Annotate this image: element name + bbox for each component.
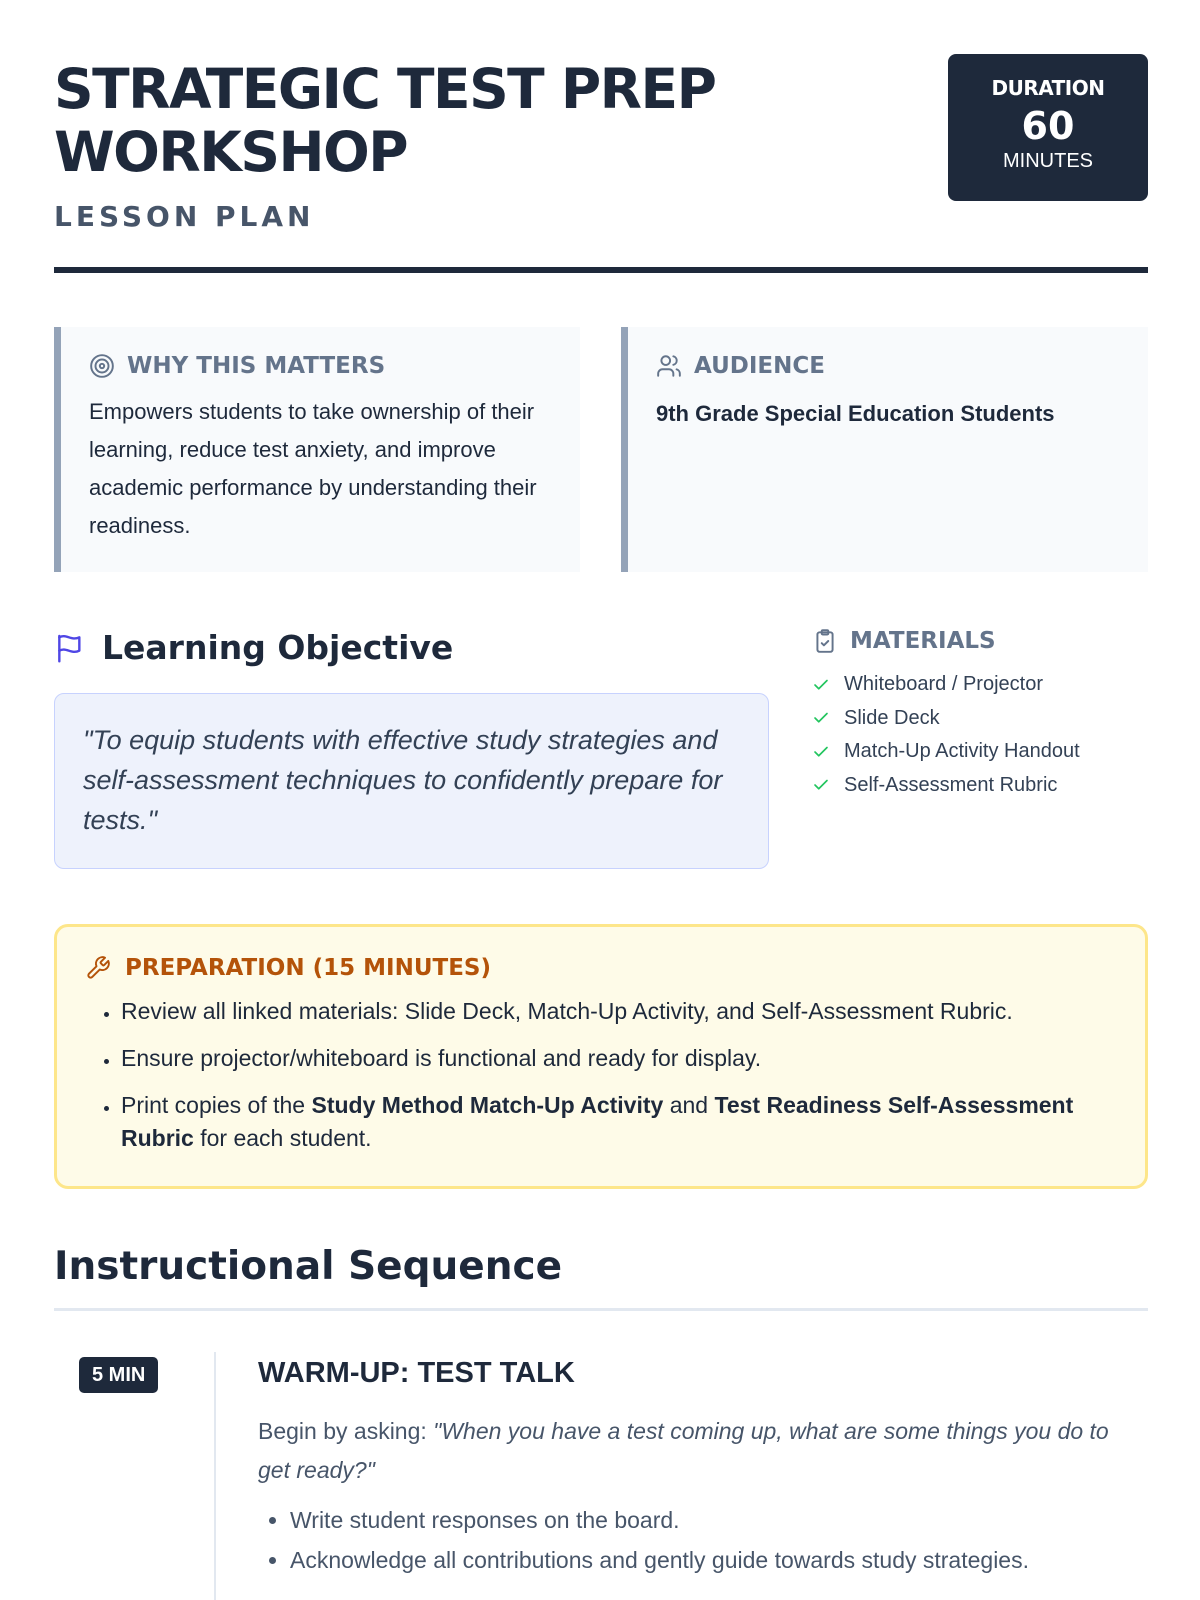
- step-title: WARM-UP: TEST TALK: [258, 1357, 575, 1389]
- objective-title: Learning Objective: [102, 628, 454, 667]
- materials-section: [812, 628, 1148, 802]
- materials-item: Whiteboard / Projector: [812, 668, 1148, 702]
- audience-label: AUDIENCE: [694, 353, 825, 379]
- timeline-line: [214, 1352, 216, 1600]
- materials-heading: [812, 628, 1148, 654]
- page-title: STRATEGIC TEST PREP WORKSHOP: [54, 57, 716, 184]
- step-question: "When you have a test coming up, what are some things you do to get ready?": [258, 1418, 1109, 1483]
- header-divider: [54, 267, 1148, 273]
- check-icon: [812, 776, 830, 794]
- duration-unit: MINUTES: [1003, 150, 1093, 172]
- duration-label: DURATION: [991, 76, 1105, 100]
- preparation-box: [54, 924, 1148, 1189]
- sequence-divider: [54, 1308, 1148, 1311]
- why-card: [54, 327, 580, 572]
- why-heading: [89, 353, 552, 379]
- preparation-item: • Review all linked materials: Slide Deck, Match-Up Activity, and Self-Assessment Rubric.: [121, 995, 1115, 1028]
- audience-card: [621, 327, 1148, 572]
- preparation-list: [85, 995, 1115, 1155]
- materials-label: MATERIALS: [850, 628, 996, 654]
- clipboard-check-icon: [812, 628, 838, 654]
- materials-item: Self-Assessment Rubric: [812, 769, 1148, 803]
- preparation-item: • Ensure projector/whiteboard is functional and ready for display.: [121, 1042, 1115, 1075]
- check-icon: [812, 676, 830, 694]
- step-bullet: • Acknowledge all contributions and gently guide towards study strategies.: [290, 1540, 1138, 1580]
- preparation-label: PREPARATION (15 MINUTES): [125, 955, 491, 981]
- materials-item: Match-Up Activity Handout: [812, 735, 1148, 769]
- step-time-badge: 5 MIN: [79, 1357, 158, 1393]
- duration-value: 60: [1021, 104, 1075, 148]
- preparation-item: • Print copies of the Study Method Match-Up Activity and Test Readiness Self-Assessment Rubric for each student.: [121, 1089, 1115, 1155]
- materials-item: Slide Deck: [812, 702, 1148, 736]
- wrench-icon: [85, 955, 111, 981]
- why-text: Empowers students to take ownership of their learning, reduce test anxiety, and improve academic performance by understanding their readiness.: [89, 399, 537, 538]
- step-bullets: [258, 1500, 1138, 1580]
- check-icon: [812, 709, 830, 727]
- users-icon: [656, 353, 682, 379]
- rubric-name: Test Readiness Self-Assessment Rubric: [121, 1092, 1074, 1151]
- step-text: Begin by asking: "When you have a test coming up, what are some things you do to get ready?": [258, 1418, 1109, 1483]
- check-icon: [812, 743, 830, 761]
- target-icon: [89, 353, 115, 379]
- why-label: WHY THIS MATTERS: [127, 353, 386, 379]
- flag-icon: [54, 632, 86, 664]
- duration-badge: [948, 54, 1148, 201]
- sequence-title: Instructional Sequence: [54, 1244, 563, 1289]
- handout-name: Study Method Match-Up Activity: [311, 1092, 664, 1118]
- materials-list: [812, 668, 1148, 802]
- objective-heading: [54, 628, 453, 667]
- page-subtitle: LESSON PLAN: [54, 200, 315, 233]
- step-bullet: • Write student responses on the board.: [290, 1500, 1138, 1540]
- audience-heading: [656, 353, 1120, 379]
- objective-quote: "To equip students with effective study strategies and self-assessment techniques to confidently prepare for tests.": [54, 693, 769, 869]
- audience-text: 9th Grade Special Education Students: [656, 401, 1055, 426]
- preparation-heading: [85, 955, 1115, 981]
